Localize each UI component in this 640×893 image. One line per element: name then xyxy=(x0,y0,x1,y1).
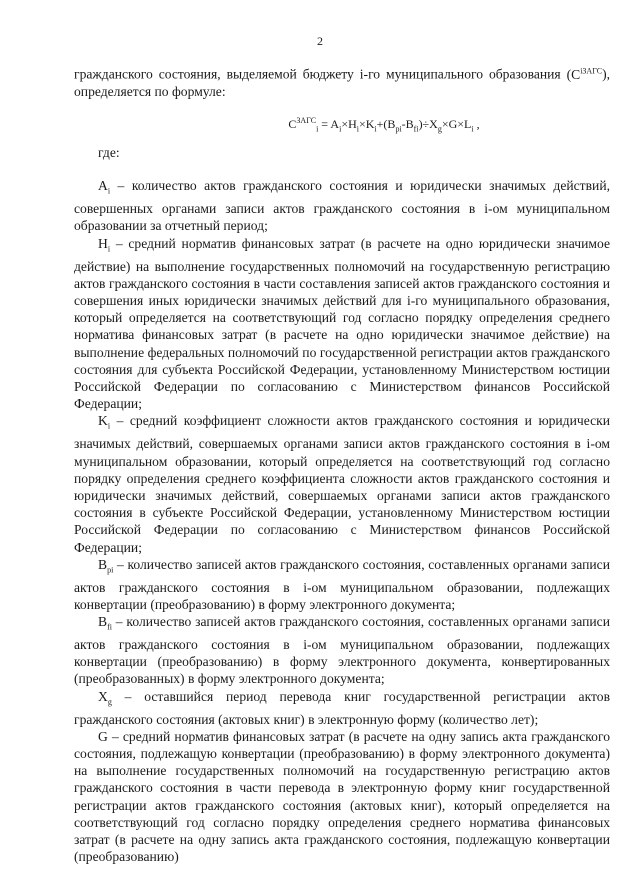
definition-text: – средний норматив финансовых затрат (в расчете на одну запись акта гражданского состояния, подлежащую конвертации (преобразованию) в форму электронного документа) на выполнение государственных полномочий на государственную регистрацию актов гражданского состояния в части перевода в электронную форму книг государственной регистрации актов гражданского состояния (актовых книг), который определяется на соответствующий год согласно порядку определения среднего норматива финансовых затрат (в расчете на одну запись акта гражданского состояния, подлежащую конвертации (преобразованию) xyxy=(74,728,610,865)
definition-symbol-subscript: i xyxy=(107,244,111,254)
definition-text: – количество актов гражданского состояния и юридически значимых действий, совершенных органами записи актов гражданского состояния в i-ом муниципальном образовании за отчетный период; xyxy=(74,178,610,234)
definition-text: – количество записей актов гражданского состояния, составленных органами записи актов гражданского состояния в i-ом муниципальном образовании, подлежащих конвертации (преобразованию) в форму электронного документа, конвертированных (преобразованных) в форму электронного документа; xyxy=(74,614,610,687)
page-number: 2 xyxy=(317,34,323,48)
intro-symbol: ($C^{iЗАГС}$ xyxy=(566,66,603,82)
definition-symbol-subscript: g xyxy=(107,697,112,707)
document-body xyxy=(74,62,610,865)
definition-paragraph xyxy=(74,728,610,866)
where-label: где: xyxy=(98,145,120,161)
definition-paragraph xyxy=(74,235,610,413)
definition-text: – количество записей актов гражданского состояния, составленных органами записи актов гражданского состояния в i-ом муниципальном образовании, подлежащих конвертации (преобразованию) в форму электронного документа; xyxy=(74,556,610,612)
definition-text: – средний коэффициент сложности актов гражданского состояния и юридически значимых действий, совершаемых органами записи актов гражданского состояния в i-ом муниципальном образовании, который определяется на соответствующий год согласно порядку определения среднего коэффициента сложности актов гражданского состояния и юридически значимых действий, совершаемых органами записи актов гражданского состояния в субъекте Российской Федерации, установленному Министерством юстиции Российской Федерации по согласованию с Министерством финансов Российской Федерации; xyxy=(74,413,610,555)
definition-paragraph xyxy=(74,177,610,234)
formula: $C^{ЗАГС}_i = A_i\times H_i\times K_i+(B_{pi}-B_{fi})\div X_g\times G\times L_i$ , xyxy=(288,115,480,134)
definition-symbol-subscript: i xyxy=(107,422,111,432)
definition-symbol-subscript: i xyxy=(107,187,111,197)
definition-symbol: K xyxy=(98,413,108,429)
definition-text: – средний норматив финансовых затрат (в расчете на одно юридически значимое действие) на выполнение государственных полномочий на государственную регистрацию актов гражданского состояния в части составления записей актов гражданского состояния и совершения иных юридически значимых действий для i-го муниципального образования, который определяется на соответствующий год согласно порядку определения среднего норматива финансовых затрат (в расчете на одно юридически значимое действие) на выполнение федеральных полномочий по государственной регистрации актов гражданского состояния для субъекта Российской Федерации, установленному Министерством юстиции Российской Федерации по согласованию с Министерством финансов Российской Федерации; xyxy=(74,235,610,412)
definition-paragraph xyxy=(74,412,610,555)
definition-paragraph xyxy=(74,688,610,728)
intro-line-1: гражданского состояния, выделяемой бюджету i-го муниципального образования xyxy=(74,66,561,82)
definition-symbol: B xyxy=(98,614,108,630)
definition-text: – оставшийся период перевода книг государственной регистрации актов гражданского состояния (актовых книг) в электронную форму (количество лет); xyxy=(74,688,610,727)
definition-paragraph xyxy=(74,613,610,688)
definition-symbol: A xyxy=(98,178,108,194)
definitions-list xyxy=(74,177,610,865)
definition-symbol-subscript: fi xyxy=(107,622,112,632)
definition-symbol: B xyxy=(98,556,108,572)
definition-symbol: G xyxy=(98,728,108,744)
definition-paragraph xyxy=(74,556,610,613)
intro-paragraph xyxy=(74,62,610,100)
definition-symbol-subscript: pi xyxy=(107,565,114,575)
intro-line-2: ), определяется по формуле: xyxy=(74,66,610,99)
definition-symbol: H xyxy=(98,235,108,251)
definition-symbol: X xyxy=(98,688,108,704)
